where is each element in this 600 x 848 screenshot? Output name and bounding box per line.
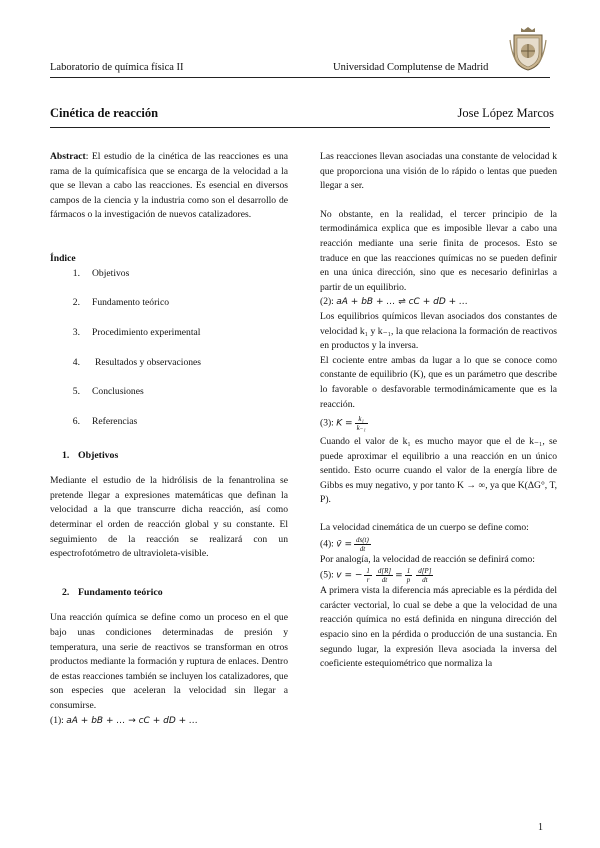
equation-2: (2): aA + bB + … ⇌ cC + dD + … — [320, 296, 469, 308]
index-heading: Índice — [50, 252, 76, 264]
paper-title: Cinética de reacción — [50, 106, 159, 120]
paragraph: Cuando el valor de k₁ es mucho mayor que el de k₋₁, se puede aproximar el equilibrio a una reacción en un único sentido. Esto ocurre cuando el valor de la energía libre de Gibbs es muy negativo, y por tanto K → ∞, ya que K(ΔG°, T, P). — [320, 436, 557, 506]
paragraph: A primera vista la diferencia más apreciable es la pérdida del carácter vectorial, lo cual se debe a que la velocidad de una reacción química no está definida en ninguna dirección del espacio sino en la pérdida o producción de una sustancia. En segundo lugar, la expresión lleva asociada la inversa del coeficiente estequiométrico que normaliza la — [320, 585, 557, 670]
toc-item: 3. Procedimiento experimental — [72, 326, 201, 338]
toc-item: 6. Referencias — [72, 416, 138, 427]
abstract-text: : El estudio de la cinética de las reacciones es una rama de la químicafísica que se encarga de la velocidad a la que se llevan a cabo las reacciones. Es esencial en diversos campos de la ciencia y la industria como son el desarrollo de fármacos o la investigación de nuevos catalizadores. — [50, 151, 288, 221]
paragraph: No obstante, en la realidad, el tercer principio de la termodinámica explica que es imposible llevar a cabo una reacción mediante una serie finita de procesos. Esto se traduce en que las reacciones químicas no se pueden definir en una única dirección, sino que es necesario definirlas a partir de un equilibrio. — [320, 208, 557, 293]
paragraph: La velocidad cinemática de un cuerpo se define como: — [320, 522, 529, 534]
equation-4: (4): v̄ = $\frac{ds(t)}{dt}$ — [320, 535, 369, 553]
section-2-heading: 2. Fundamento teórico — [62, 586, 163, 598]
section-1-heading: 1. Objetivos — [62, 449, 119, 461]
header-rule — [50, 77, 550, 78]
table-of-contents — [50, 267, 288, 445]
title-rule — [50, 127, 550, 128]
paragraph: Por analogía, la velocidad de reacción se definirá como: — [320, 553, 535, 565]
abstract-label: Abstract — [50, 151, 86, 162]
author-name: Jose López Marcos — [457, 106, 554, 120]
header-left: Laboratorio de química física II — [50, 62, 184, 73]
university-crest-icon — [508, 26, 548, 72]
section-2-text: Una reacción química se define como un proceso en el que bajo unas condiciones determinadas de presión y temperatura, una serie de reactivos se transforman en otros productos mediante la formación y ruptura de enlaces. Dentro de estas reacciones también se incluyen los catalizadores, que son especies que aceleran la velocidad sin llegar a consumirse. — [50, 612, 288, 711]
toc-item: 4. Resultados y observaciones — [72, 356, 202, 368]
equation-5: (5): v = − $\frac{1}{r}$ $\frac{d[R]}{dt}$ = $\frac{1}{p}$ $\frac{d[P]}{dt}$ — [320, 567, 432, 585]
paragraph: Las reacciones llevan asociadas una constante de velocidad k que proporciona una visión de lo rápido o lentas que pueden llegar a ser. — [320, 151, 557, 192]
toc-item: 2. Fundamento teórico — [72, 297, 169, 309]
toc-item: 5. Conclusiones — [72, 386, 144, 398]
right-column — [320, 150, 557, 672]
left-column — [50, 150, 288, 728]
abstract — [50, 150, 288, 223]
equation-3: (3): K = $\frac{\text{k₁}}{\text{k₋₁}}$ — [320, 415, 366, 433]
paragraph: El cociente entre ambas da lugar a lo que se conoce como constante de equilibrio (K), que es un parámetro que describe lo favorable o desfavorable termodinámicamente que es la reacción. — [320, 354, 557, 410]
toc-item: 1. Objetivos — [72, 267, 130, 279]
equation-1: (1): aA + bB + … → cC + dD + … — [50, 714, 199, 726]
section-1-text: Mediante el estudio de la hidrólisis de la fenantrolina se pretende llegar a expresiones matemáticas que definan la velocidad a la que transcurre dicha reacción, así como determinar el orden de reacción global y su constante. El seguimiento de la reacción se realizará con un espectrofotómetro de ultravioleta-visible. — [50, 475, 288, 560]
paragraph: Los equilibrios químicos llevan asociados dos constantes de velocidad k₁ y k₋₁, la que relaciona la formación de reactivos en productos y la inversa. — [320, 310, 557, 352]
header-right: Universidad Complutense de Madrid — [333, 62, 489, 73]
page-number: 1 — [538, 822, 543, 833]
